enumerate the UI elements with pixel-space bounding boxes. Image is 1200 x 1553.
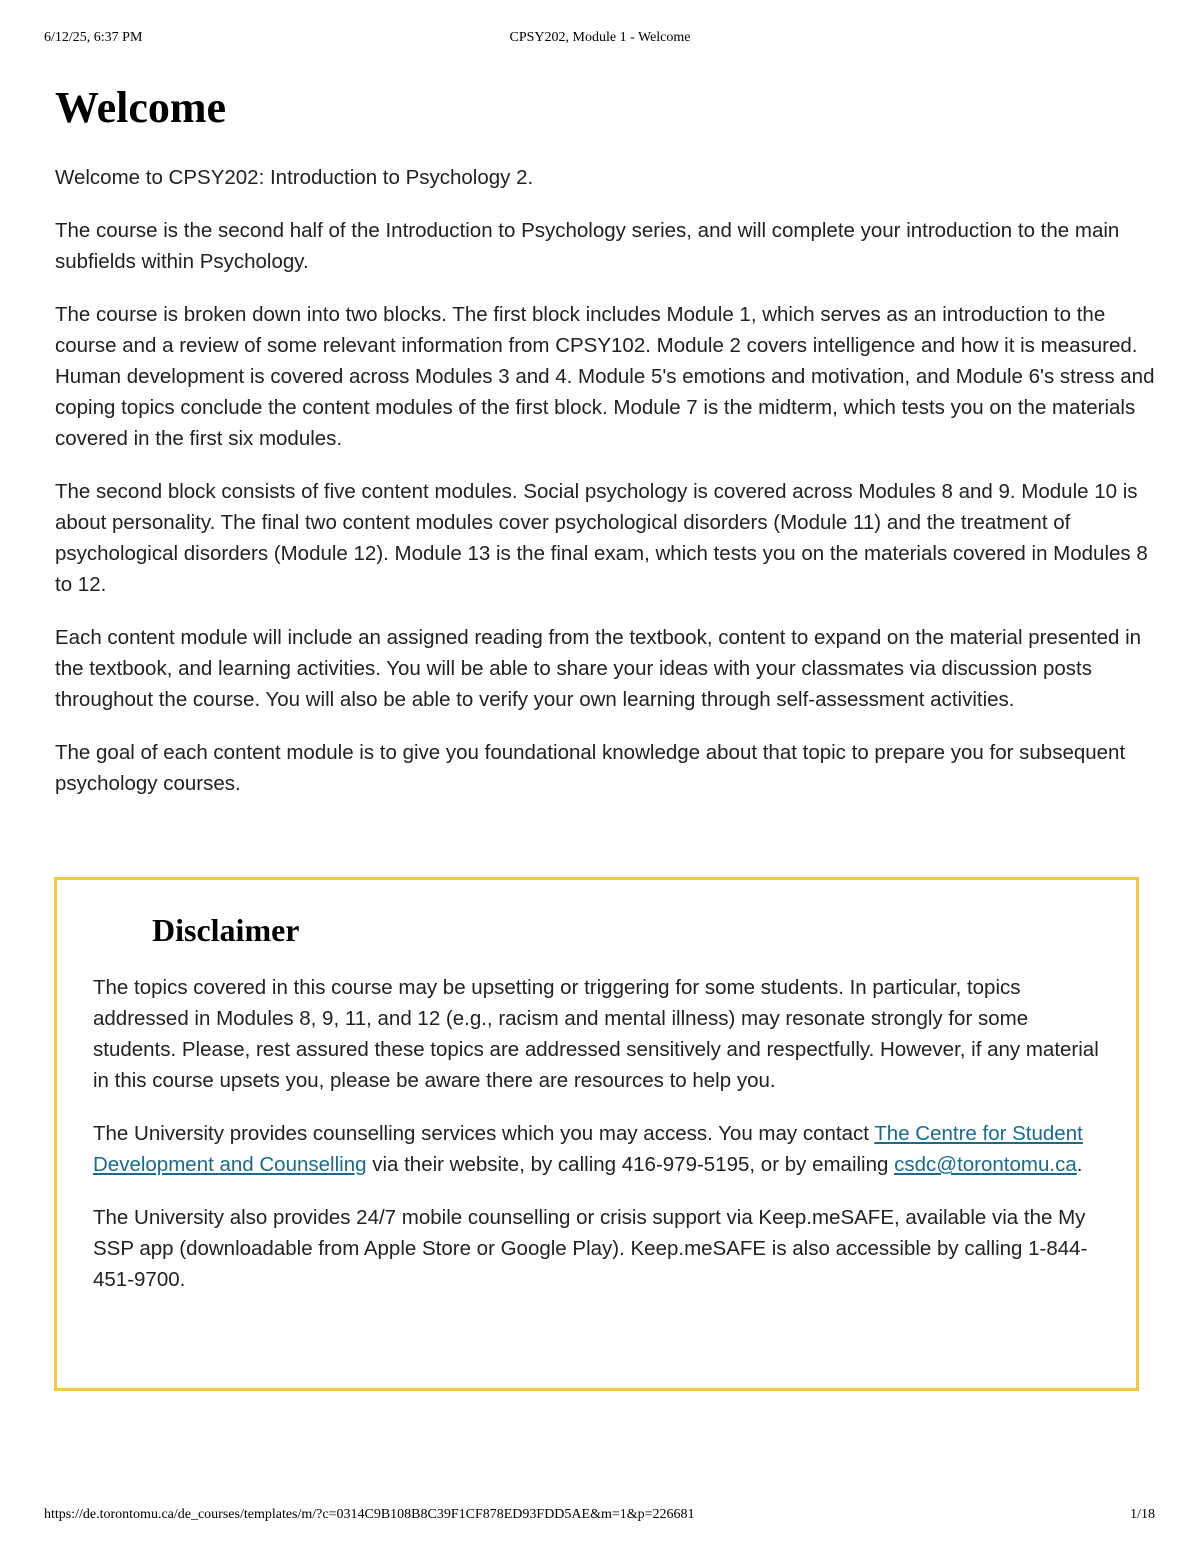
counselling-text-middle: via their website, by calling 416-979-5195, or by emailing: [366, 1153, 895, 1176]
paragraph-course-overview: The course is the second half of the Introduction to Psychology series, and will complete your introduction to the main subfields within Psychology.: [55, 219, 1120, 273]
print-url: https://de.torontomu.ca/de_courses/templates/m/?c=0314C9B108B8C39F1CF878ED93FDD5AE&m=1&p=226681: [44, 1507, 695, 1522]
disclaimer-heading: Disclaimer: [152, 912, 300, 948]
disclaimer-paragraph-counselling: [93, 1118, 1106, 1180]
disclaimer-box: [54, 877, 1139, 1391]
paragraph-module-contents: Each content module will include an assigned reading from the textbook, content to expand on the material presented in the textbook, and learning activities. You will be able to share your ideas with your classmates via discussion posts throughout the course. You will also be able to verify your own learning through self-assessment activities.: [55, 626, 1142, 711]
print-date: 6/12/25, 6:37 PM: [44, 30, 143, 45]
print-header: [0, 30, 1200, 50]
main-content: [55, 82, 1155, 821]
counselling-text-after: .: [1076, 1153, 1083, 1176]
csdc-link[interactable]: The Centre for Student Development and Counselling: [93, 1122, 1083, 1176]
paragraph-first-block: The course is broken down into two blocks. The first block includes Module 1, which serves as an introduction to the course and a review of some relevant information from CPSY102. Module 2 covers intelligence and how it is measured. Human development is covered across Modules 3 and 4. Module 5's emotions and motivation, and Module 6's stress and coping topics conclude the content modules of the first block. Module 7 is the midterm, which tests you on the materials covered in the first six modules.: [55, 303, 1155, 450]
csdc-email-link[interactable]: csdc@torontomu.ca: [894, 1153, 1077, 1176]
print-page-title: CPSY202, Module 1 - Welcome: [509, 30, 691, 45]
counselling-text-before: The University provides counselling services which you may access. You may contact: [93, 1122, 875, 1145]
print-page-number: 1/18: [1130, 1507, 1155, 1522]
paragraph-goal: The goal of each content module is to give you foundational knowledge about that topic to prepare you for subsequent psychology courses.: [55, 741, 1126, 795]
disclaimer-paragraph-topics: The topics covered in this course may be upsetting or triggering for some students. In particular, topics addressed in Modules 8, 9, 11, and 12 (e.g., racism and mental illness) may resonate strongly for some students. Please, rest assured these topics are addressed sensitively and respectfully. However, if any material in this course upsets you, please be aware there are resources to help you.: [93, 976, 1099, 1092]
page-title: Welcome: [55, 83, 227, 132]
paragraph-welcome: Welcome to CPSY202: Introduction to Psychology 2.: [55, 166, 534, 189]
print-footer: [0, 1507, 1200, 1527]
disclaimer-paragraph-keepmesafe: The University also provides 24/7 mobile counselling or crisis support via Keep.meSAFE, available via the My SSP app (downloadable from Apple Store or Google Play). Keep.meSAFE is also accessible by calling 1-844-451-9700.: [93, 1206, 1088, 1291]
paragraph-second-block: The second block consists of five content modules. Social psychology is covered across Modules 8 and 9. Module 10 is about personality. The final two content modules cover psychological disorders (Module 11) and the treatment of psychological disorders (Module 12). Module 13 is the final exam, which tests you on the materials covered in Modules 8 to 12.: [55, 480, 1148, 596]
